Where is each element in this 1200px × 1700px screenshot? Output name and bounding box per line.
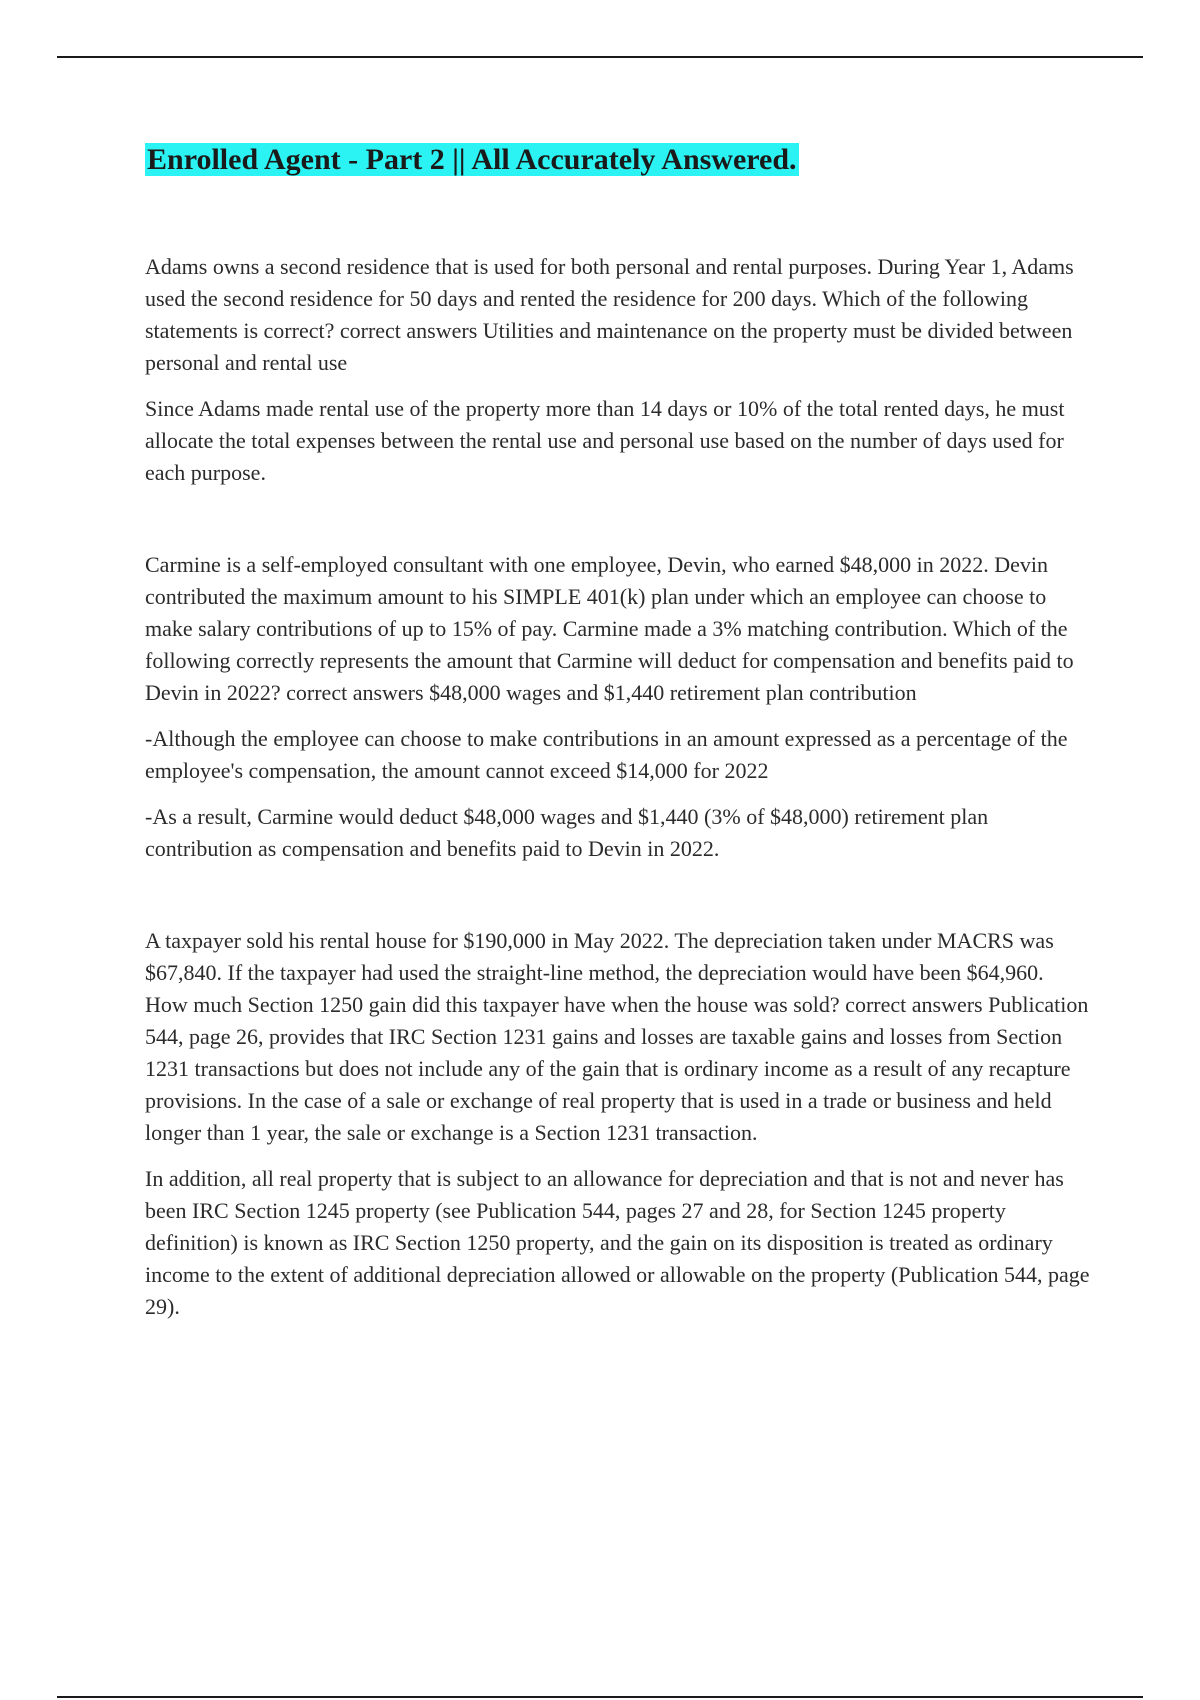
explanation-text: -As a result, Carmine would deduct $48,000 wages and $1,440 (3% of $48,000) retirement plan contribution as compensation and benefits paid to Devin in 2022. — [145, 804, 989, 861]
explanation-text: In addition, all real property that is subject to an allowance for depreciation and that is not and never has been IRC Section 1245 property (see Publication 544, pages 27 and 28, for Section 1245 property definition) is known as IRC Section 1250 property, and the gain on its disposition is treated as ordinary income to the extent of additional depreciation allowed or allowable on the property (Publication 544, page 29). — [145, 1166, 1090, 1319]
question-answer-text: Carmine is a self-employed consultant with one employee, Devin, who earned $48,000 in 2022. Devin contributed the maximum amount to his SIMPLE 401(k) plan under which an employee can choose to make salary contributions of up to 15% of pay. Carmine made a 3% matching contribution. Which of the following correctly represents the amount that Carmine will deduct for compensation and benefits paid to Devin in 2022? correct answers $48,000 wages and $1,440 retirement plan contribution — [145, 552, 1074, 705]
document-title — [145, 140, 1090, 179]
explanation-text: Since Adams made rental use of the property more than 14 days or 10% of the total rented days, he must allocate the total expenses between the rental use and personal use based on the number of days used for each purpose. — [145, 396, 1065, 485]
question-answer-text: A taxpayer sold his rental house for $190,000 in May 2022. The depreciation taken under MACRS was $67,840. If the taxpayer had used the straight-line method, the depreciation would have been $64,960. How much Section 1250 gain did this taxpayer have when the house was sold? correct answers Publication 544, page 26, provides that IRC Section 1231 gains and losses are taxable gains and losses from Section 1231 transactions but does not include any of the gain that is ordinary income as a result of any recapture provisions. In the case of a sale or exchange of real property that is used in a trade or business and held longer than 1 year, the sale or exchange is a Section 1231 transaction. — [145, 928, 1089, 1145]
explanation-text: -Although the employee can choose to make contributions in an amount expressed as a percentage of the employee's compensation, the amount cannot exceed $14,000 for 2022 — [145, 726, 1068, 783]
document-body — [145, 140, 1090, 1383]
question-answer-text: Adams owns a second residence that is used for both personal and rental purposes. During Year 1, Adams used the second residence for 50 days and rented the residence for 200 days. Which of the following statements is correct? correct answers Utilities and maintenance on the property must be divided between personal and rental use — [145, 254, 1074, 375]
qa-entry-2 — [145, 549, 1090, 865]
qa-entry-1 — [145, 251, 1090, 489]
qa-entry-3 — [145, 925, 1090, 1323]
top-page-rule — [57, 56, 1143, 58]
bottom-page-rule — [57, 1696, 1143, 1698]
title-highlight: Enrolled Agent - Part 2 || All Accurately Answered. — [147, 143, 797, 176]
